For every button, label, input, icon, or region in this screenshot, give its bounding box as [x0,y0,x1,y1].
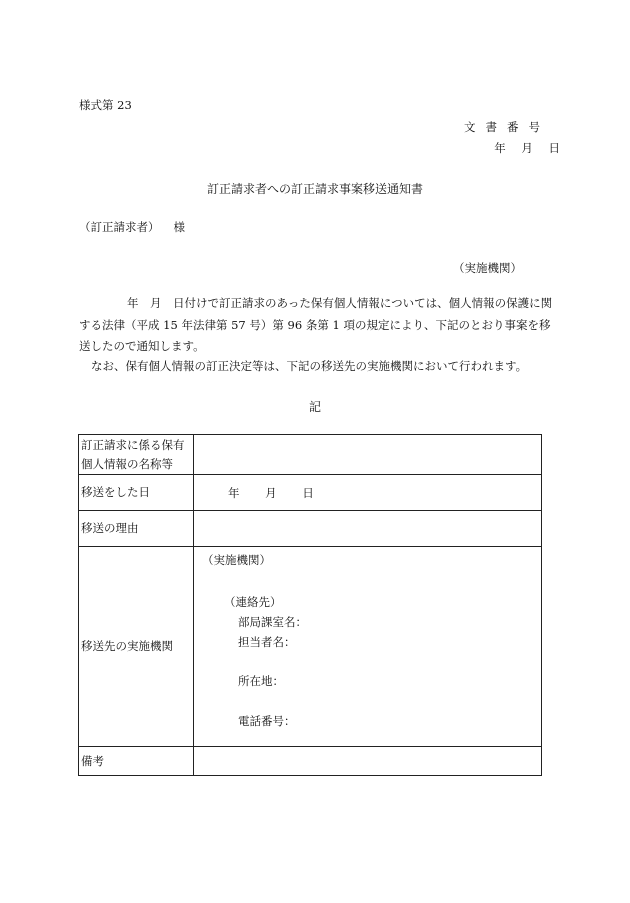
transfer-date-month: 月 [265,485,277,500]
row-value-info-name [194,435,542,475]
row-label-transfer-date: 移送をした日 [79,475,194,511]
row-label-info-name: 訂正請求に係る保有個人情報の名称等 [79,435,194,475]
department-label: 部局課室名： [238,615,307,629]
notice-table [78,434,542,776]
form-number: 様式第 23 [79,98,132,112]
recipient-label: （訂正請求者） [79,220,160,234]
row-label-transfer-reason: 移送の理由 [79,511,194,547]
issue-date-year: 年 [494,141,506,155]
table-row [79,547,542,747]
recipient-line [79,219,185,235]
table-row [79,747,542,776]
row-value-remarks [194,747,542,776]
recipient-honorific: 様 [173,220,185,234]
table-row [79,435,542,475]
row-value-transfer-reason [194,511,542,547]
issue-date-day: 日 [548,141,560,155]
row-value-transfer-date [194,475,542,511]
body-paragraph-1: 年 月 日付けで訂正請求のあった保有個人情報については、個人情報の保護に関する法律（平成 15 年法律第 57 号）第 96 条第 1 項の規定により、下記のとおり事案を移送したので通知します。 [79,296,553,353]
agency-label: （実施機関） [453,261,522,275]
contact-label: （連絡先） [224,595,282,609]
body-paragraph-2: なお、保有個人情報の訂正決定等は、下記の移送先の実施機関において行われます。 [91,359,528,373]
document-number-label: 文書番号 [464,120,550,134]
destination-agency-label: （実施機関） [202,553,271,567]
row-value-destination-agency [194,547,542,747]
table-row [79,511,542,547]
row-label-remarks: 備考 [79,747,194,776]
phone-label: 電話番号： [238,714,296,728]
issue-date-month: 月 [521,141,533,155]
person-in-charge-label: 担当者名： [238,635,296,649]
ki-heading: 記 [308,400,321,414]
row-label-destination-agency: 移送先の実施機関 [79,547,194,747]
transfer-date-day: 日 [302,485,314,500]
table-row [79,475,542,511]
transfer-date-year: 年 [228,485,240,500]
document-title: 訂正請求者への訂正請求事案移送通知書 [206,182,423,196]
issue-date [482,140,560,156]
address-label: 所在地： [238,674,284,688]
